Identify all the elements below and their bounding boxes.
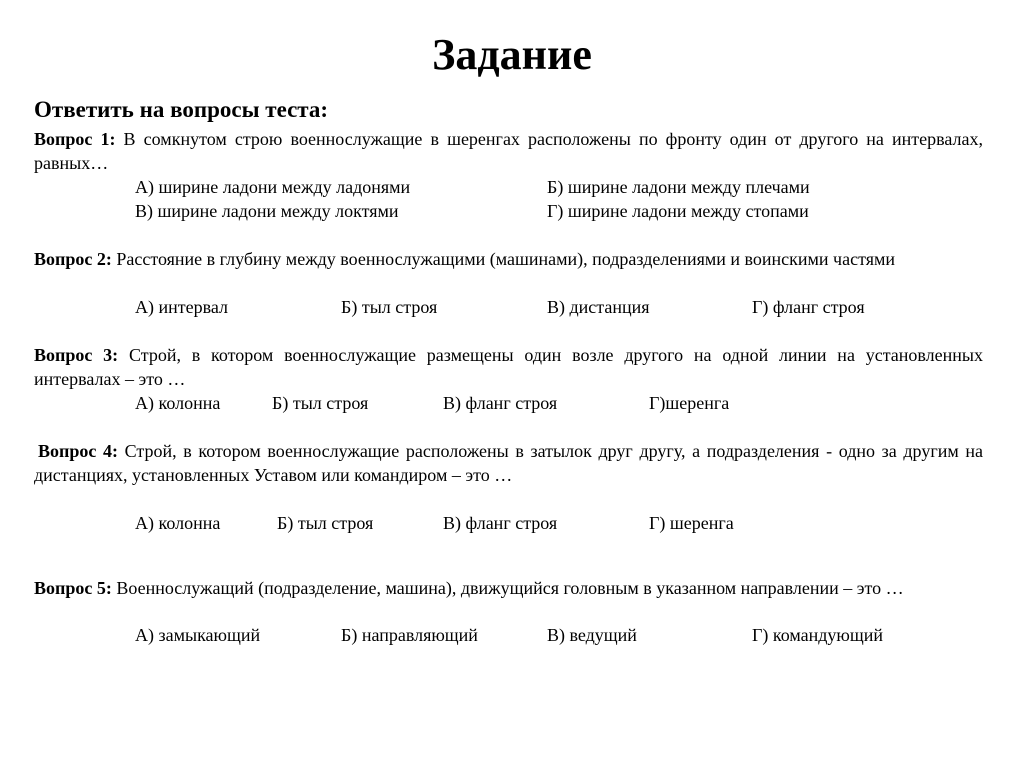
- question-1-option-c: В) ширине ладони между локтями: [135, 201, 399, 221]
- question-4-option-a: А) колонна: [135, 513, 221, 533]
- question-2-label: Вопрос 2:: [34, 249, 112, 269]
- question-5-option-c: В) ведущий: [547, 625, 637, 645]
- question-5-option-a: А) замыкающий: [135, 625, 261, 645]
- question-1-option-b: Б) ширине ладони между плечами: [547, 177, 810, 197]
- question-5-option-b: Б) направляющий: [341, 625, 478, 645]
- question-3-option-c: В) фланг строя: [443, 393, 558, 413]
- page-title: Задание: [432, 30, 592, 79]
- question-1-option-d: Г) ширине ладони между стопами: [547, 201, 809, 221]
- question-3-text: Строй, в котором военнослужащие размещены один возле другого на одной линии на установленных интервалах – это …: [34, 345, 984, 389]
- question-3-label: Вопрос 3:: [34, 345, 119, 365]
- question-4-option-d: Г) шеренга: [649, 513, 734, 533]
- question-1-text: В сомкнутом строю военнослужащие в шеренгах расположены по фронту один от другого на интервалах, равных…: [34, 129, 984, 173]
- question-3: [34, 343, 983, 391]
- question-1-option-a: А) ширине ладони между ладонями: [135, 177, 411, 197]
- question-4: [34, 439, 983, 487]
- question-2-option-d: Г) фланг строя: [752, 297, 865, 317]
- task-subtitle: Ответить на вопросы теста:: [34, 97, 329, 122]
- question-4-text: Строй, в котором военнослужащие расположены в затылок друг другу, а подразделения - одно за другим на дистанциях, установленных Уставом или командиром – это …: [34, 441, 983, 485]
- question-5: [34, 576, 983, 600]
- question-5-label: Вопрос 5:: [34, 578, 112, 598]
- question-3-option-a: А) колонна: [135, 393, 221, 413]
- question-3-option-d: Г)шеренга: [649, 393, 730, 413]
- question-1-label: Вопрос 1:: [34, 129, 116, 149]
- question-2-text: Расстояние в глубину между военнослужащими (машинами), подразделениями и воинскими частями: [111, 249, 896, 269]
- question-3-option-b: Б) тыл строя: [272, 393, 369, 413]
- question-2-option-b: Б) тыл строя: [341, 297, 438, 317]
- question-5-option-d: Г) командующий: [752, 625, 884, 645]
- question-2-option-a: А) интервал: [135, 297, 229, 317]
- question-5-text: Военнослужащий (подразделение, машина), движущийся головным в указанном направлении – это …: [111, 578, 904, 598]
- question-4-option-c: В) фланг строя: [443, 513, 558, 533]
- question-2: [34, 247, 983, 271]
- question-4-option-b: Б) тыл строя: [277, 513, 374, 533]
- question-2-option-c: В) дистанция: [547, 297, 650, 317]
- question-4-label: Вопрос 4:: [38, 441, 119, 461]
- question-1: [34, 127, 983, 175]
